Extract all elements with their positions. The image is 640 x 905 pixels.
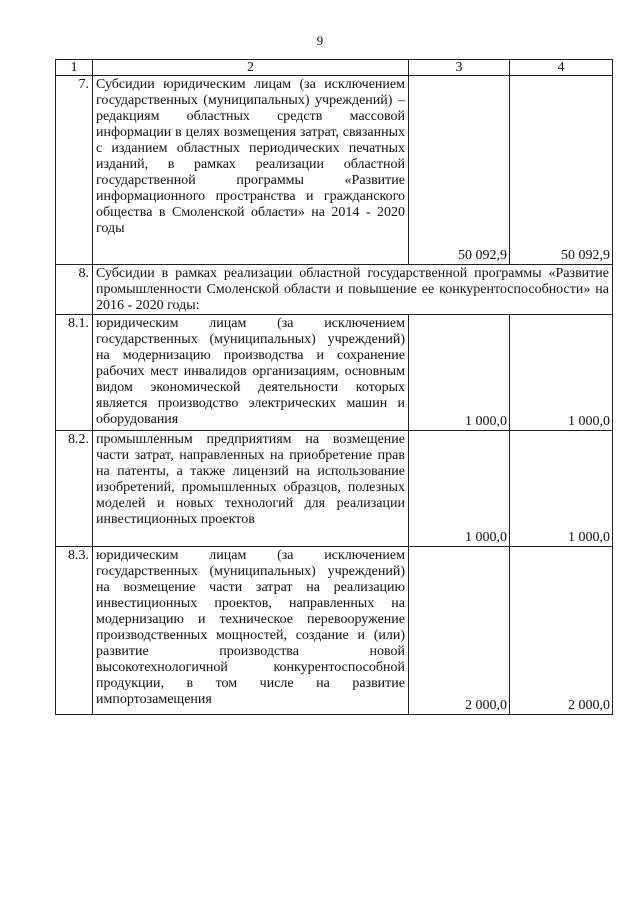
page-number: 9	[316, 33, 324, 48]
row-description	[93, 315, 409, 431]
row-number: 8.3.	[56, 547, 93, 715]
table-row	[56, 547, 613, 715]
row-description	[93, 265, 613, 315]
table-header-row	[56, 60, 613, 76]
header-col-2: 2	[93, 60, 409, 76]
row-value-col4: 2 000,0	[510, 547, 613, 715]
header-col-4: 4	[510, 60, 613, 76]
row-description-text: Субсидии в рамках реализации областной государственной программы «Развитие промышленности Смоленской области и повышение ее конкурентоспособности» на 2016 - 2020 годы:	[96, 266, 609, 313]
row-value-col4: 1 000,0	[510, 315, 613, 431]
row-value-col3: 1 000,0	[409, 431, 510, 547]
row-value-col4: 50 092,9	[510, 76, 613, 265]
row-description-text: юридическим лицам (за исключением государственных (муниципальных) учреждений) на возмещение части затрат на реализацию инвестиционных проектов, направленных на модернизацию и техническое перевооружение производственных мощностей, создание и (или) развитие производства новой высокотехнологичной конкурентоспособной продукции, в том числе на развитие импортозамещения	[96, 548, 405, 707]
row-value-col3: 2 000,0	[409, 547, 510, 715]
subsidy-table	[55, 59, 613, 715]
row-value-col3: 1 000,0	[409, 315, 510, 431]
row-value-col3: 50 092,9	[409, 76, 510, 265]
row-description	[93, 547, 409, 715]
row-value-col4: 1 000,0	[510, 431, 613, 547]
row-description-text: Субсидии юридическим лицам (за исключением государственных (муниципальных) учреждений) – редакциям областных средств массовой информации в целях возмещения затрат, связанных с изданием областных периодических печатных изданий, в рамках реализации областной государственной программы «Развитие информационного пространства и гражданского общества в Смоленской области» на 2014 - 2020 годы	[96, 77, 405, 236]
row-number: 8.2.	[56, 431, 93, 547]
table-row	[56, 265, 613, 315]
row-number: 8.1.	[56, 315, 93, 431]
row-description	[93, 76, 409, 265]
table-row	[56, 76, 613, 265]
header-col-3: 3	[409, 60, 510, 76]
row-description-text: юридическим лицам (за исключением государственных (муниципальных) учреждений) на модернизацию производства и сохранение рабочих мест инвалидов организациям, основным видом экономической деятельности которых является производство электрических машин и оборудования	[96, 316, 405, 427]
row-description	[93, 431, 409, 547]
row-number: 8.	[56, 265, 93, 315]
row-number: 7.	[56, 76, 93, 265]
row-description-text: промышленным предприятиям на возмещение части затрат, направленных на приобретение прав на патенты, а также лицензий на использование изобретений, промышленных образцов, полезных моделей и новых технологий для реализации инвестиционных проектов	[96, 432, 405, 527]
table-row	[56, 431, 613, 547]
table-row	[56, 315, 613, 431]
header-col-1: 1	[56, 60, 93, 76]
